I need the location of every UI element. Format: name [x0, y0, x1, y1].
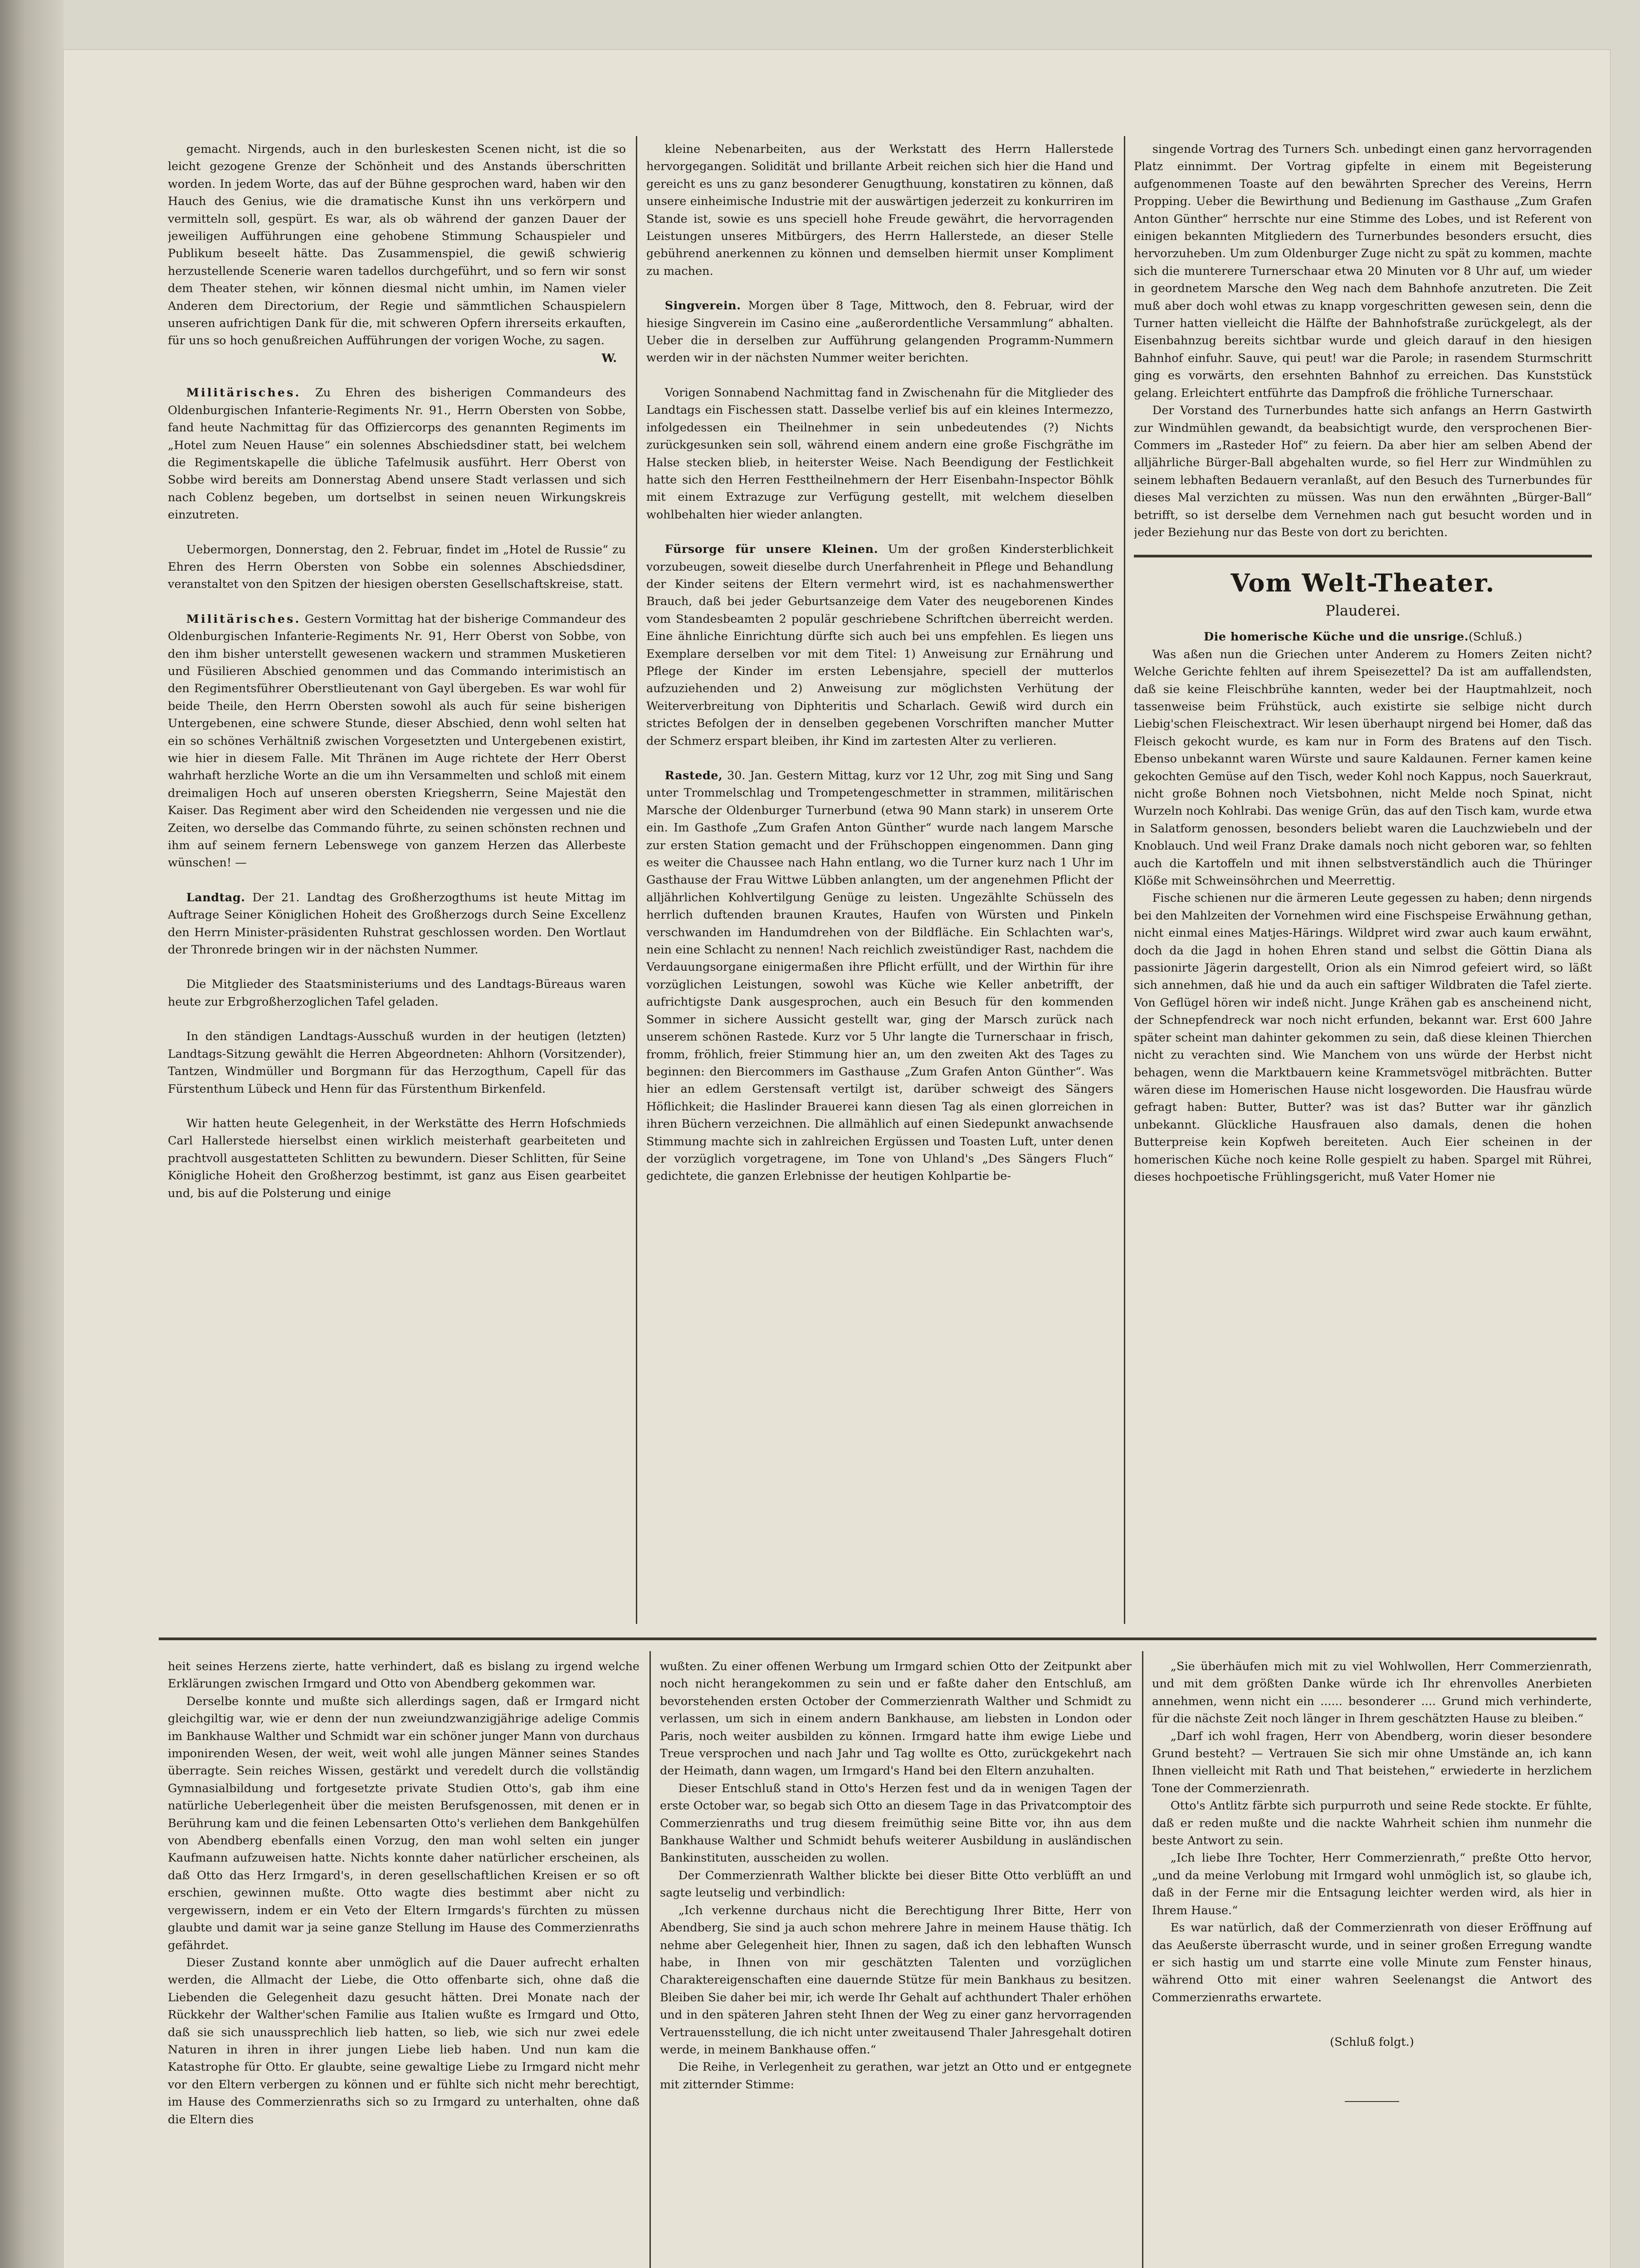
newspaper-page — [63, 50, 1610, 2268]
feuilleton-paragraph-1: Was aßen nun die Griechen unter Anderem zu Homers Zeiten nicht? Welche Gerichte fehlten auf ihrem Speisezettel? Da ist am auffallendsten, daß sie keine Fleischbrühe kannten, weder bei der Hauptmahlzeit, noch tassenweise beim Frühstück, auch existirte sie selbige nicht durch Liebig'schen Fleischextract. Wir lesen überhaupt nirgend bei Homer, daß das Fleisch gekocht wurde, es kam nur in Form des Bratens auf den Tisch. Ebenso unbekannt waren Würste und saure Kaldaunen. Ferner kamen keine gekochten Gemüse auf den Tisch, weder Kohl noch Kappus, noch Sauerkraut, nicht große Bohnen noch Vietsbohnen, nicht Melde noch Spinat, nicht Wurzeln noch Kohlrabi. Das wenige Grün, das auf den Tisch kam, wurde etwa in Salatform genossen, besonders beliebt waren die Lauchzwiebeln und der Knoblauch. Und weil Franz Drake damals noch nicht geboren war, so fehlten auch die Kartoffeln und mit ihnen selbstverständlich auch die Thüringer Klöße mit Schweinsöhrchen und Meerrettig. — [1134, 647, 1592, 888]
article-landtag: Landtag. Der 21. Landtag des Großherzogthums ist heute Mittag im Auftrage Seiner Königlichen Hoheit des Großherzogs durch Seine Excellenz den Herrn Minister-präsidenten Ruhstrat geschlossen worden. Den Wortlaut der Thronrede bringen wir in der nächsten Nummer. — [168, 890, 626, 957]
novel-paragraph-6: Der Commerzienrath Walther blickte bei dieser Bitte Otto verblüfft an und sagte leutselig und verbindlich: — [660, 1868, 1132, 1900]
novel-paragraph-9: „Sie überhäufen mich mit zu viel Wohlwollen, Herr Commerzienrath, und mit dem größten Danke würde ich Ihr ehrenvolles Anerbieten annehmen, wenn nicht ein ...... besonderer .... Grund mich verhinderte, für die nächste Zeit noch länger in Ihrem geschätzten Hause zu bleiben.“ — [1152, 1660, 1592, 1726]
feuilleton-rule — [1134, 555, 1592, 557]
novel-column-2 — [660, 1658, 1132, 2268]
closing-rule — [1345, 2101, 1399, 2102]
section-divider — [159, 1637, 1596, 1640]
article-singverein: Singverein. Morgen über 8 Tage, Mittwoch, den 8. Februar, wird der hiesige Singverein im Casino eine „außerordentliche Versammlung“ abhalten. Ueber die in derselben zur Aufführung gelangenden Programm-Nummern werden wir in der nächsten Nummer weiter berichten. — [646, 299, 1113, 365]
column-rule-1 — [636, 136, 637, 1624]
novel-paragraph-10: „Darf ich wohl fragen, Herr von Abendberg, worin dieser besondere Grund besteht? — Vertrauen Sie sich mir ohne Umstände an, ich kann Ihnen vielleicht mit Rath und That beistehen,“ erwiederte in herzlichem Tone der Commerzienrath. — [1152, 1729, 1592, 1795]
novel-column-1 — [168, 1658, 639, 2268]
novel-paragraph-5: Dieser Entschluß stand in Otto's Herzen fest und da in wenigen Tagen der erste October war, so begab sich Otto an diesem Tage in das Privatcomptoir des Commerzienraths und trug diesem freimüthig seine Bitte vor, ihn aus dem Bankhause Walther und Schmidt behufs weiterer Ausbildung in ausländischen Bankinstituten, ausscheiden zu wollen. — [660, 1781, 1132, 1865]
article-staatsministerium: Die Mitglieder des Staatsministeriums und des Landtags-Büreaus waren heute zur Erbgroßherzoglichen Tafel geladen. — [168, 978, 626, 1009]
novel-rule-1 — [649, 1651, 651, 2268]
novel-paragraph-11: Otto's Antlitz färbte sich purpurroth und seine Rede stockte. Er fühlte, daß er reden mußte und die nackte Wahrheit schien ihm nunmehr die beste Antwort zu sein. — [1152, 1799, 1592, 1848]
article-fuersorge: Fürsorge für unsere Kleinen. Um der großen Kindersterblichkeit vorzubeugen, soweit dieselbe durch Unerfahrenheit in Pflege und Behandlung der Kinder seitens der Eltern vermehrt wird, ist es nachahmenswerther Brauch, daß bei jeder Geburtsanzeige dem Vater des neugeborenen Kindes vom Standesbeamten 2 populär geschriebene Schriftchen überreicht werden. Eine ähnliche Einrichtung dürfte sich auch bei uns empfehlen. Es liegen uns Exemplare derselben vor mit dem Titel: 1) Anweisung zur Ernährung und Pflege der Kinder im ersten Lebensjahre, speciell der mutterlos aufzuziehenden und 2) Anweisung zur möglichsten Verhütung der Weiterverbreitung von Diphteritis und Scharlach. Gewiß wird durch ein strictes Befolgen der in denselben gegebenen Vorschriften mancher Mutter der Schmerz erspart bleiben, ihr Kind im zartesten Alter zu verlieren. — [646, 543, 1113, 748]
article-military-2: Militärisches. Gestern Vormittag hat der bisherige Commandeur des Oldenburgischen Infanterie-Regiments Nr. 91, Herr Oberst von Sobbe, von den ihm bisher unterstellt gewesenen wackern und strammen Musketieren und Füsilieren Abschied genommen und das Commando interimistisch an den Regimentsführer Oberstlieutenant von Gayl übergeben. Es war wohl für beide Theile, den Herrn Obersten sowohl als auch für seine bisherigen Untergebenen, eine schwere Stunde, dieser Abschied, denn wohl selten hat ein so schönes Verhältniß zwischen Vorgesetzten und Untergebenen existirt, wie hier in diesem Falle. Mit Thränen im Auge richtete der Herr Oberst wahrhaft herzliche Worte an die um ihn Versammelten und schloß mit einem dreimaligen Hoch auf unseren obersten Kriegsherrn, Seine Majestät den Kaiser. Das Regiment aber wird den Scheidenden nie vergessen und nie die Zeiten, wo derselbe das Commando führte, zu seinen schönsten rechnen und ihm auf seinem fernern Lebenswege von ganzem Herzen das Allerbeste wünschen! — — [168, 612, 626, 870]
novel-paragraph-12: „Ich liebe Ihre Tochter, Herr Commerzienrath,“ preßte Otto hervor, „und da meine Verlobung mit Irmgard wohl unmöglich ist, so glaube ich, daß in der Ferne mir die Entsagung leichter werden wird, als hier in Ihrem Hause.“ — [1152, 1851, 1592, 1917]
article-ausschuss: In den ständigen Landtags-Ausschuß wurden in der heutigen (letzten) Landtags-Sitzung gewählt die Herren Abgeordneten: Ahlhorn (Vorsitzender), Tantzen, Windmüller und Borgmann für das Herzogthum, Capell für das Fürstenthum Lübeck und Henn für das Fürstenthum Birkenfeld. — [168, 1030, 626, 1096]
article-rastede-continued: singende Vortrag des Turners Sch. unbedingt einen ganz hervorragenden Platz einnimmt. Der Vortrag gipfelte in einem mit Begeisterung aufgenommenen Toaste auf den bewährten Sprecher des Vereins, Herrn Propping. Ueber die Bewirthung und Bedienung im Gasthause „Zum Grafen Anton Günther“ herrschte nur eine Stimme des Lobes, und ist Referent von einigen bekannten Mitgliedern des Turnerbundes besonders ersucht, dies hervorzuheben. Um zum Oldenburger Zuge nicht zu spät zu kommen, machte sich die munterere Turnerschaar etwa 20 Minuten vor 8 Uhr auf, um wieder in geordnetem Marsche den Weg nach dem Bahnhofe anzutreten. Die Zeit muß aber doch wohl etwas zu knapp vorgeschritten gewesen sein, denn die Turner hatten vielleicht die Hälfte der Bahnhofstraße zurückgelegt, als der Eisenbahnzug bereits sichtbar wurde und gleich darauf in den hiesigen Bahnhof einfuhr. Sauve, qui peut! war die Parole; in rasendem Sturmschritt ging es vorwärts, den ersehnten Bahnhof zu erreichen. Das Kunststück gelang. Erleichtert entführte das Dampfroß die fröhliche Turnerschaar. — [1134, 142, 1592, 400]
novel-paragraph-1: heit seines Herzens zierte, hatte verhindert, daß es bislang zu irgend welche Erklärungen zwischen Irmgard und Otto von Abendberg gekommen war. — [168, 1660, 639, 1691]
feuilleton-heading: Die homerische Küche und die unsrige.(Schluß.) — [1204, 630, 1522, 644]
review-signature: W. — [601, 351, 617, 365]
feuilleton-title: Vom Welt-Theater. — [1230, 568, 1495, 598]
headline-rastede: Rastede, — [664, 769, 723, 782]
article-fischessen: Vorigen Sonnabend Nachmittag fand in Zwischenahn für die Mitglieder des Landtags ein Fischessen statt. Dasselbe verlief bis auf ein kleines Intermezzo, infolgedessen ein Theilnehmer in sein unbedeutendes (?) Nichts zurückgesunken sein soll, während einem andern eine große Fischgräthe im Halse stecken blieb, in heiterster Weise. Nach Beendigung der Festlichkeit hatte sich den Herren Festtheilnehmern der Herr Eisenbahn-Inspector Böhlk mit einem Extrazuge zur Verfügung gestellt, mit welchem dieselben wohlbehalten hier wieder anlangten. — [646, 386, 1113, 522]
headline-singverein: Singverein. — [664, 299, 741, 313]
feuilleton-paragraph-2: Fische schienen nur die ärmeren Leute gegessen zu haben; denn nirgends bei den Mahlzeiten der Vornehmen wird eine Fischspeise Erwähnung gethan, nicht einmal eines Matjes-Härings. Wildpret wird zwar auch kaum erwähnt, doch da die Jagd in hohen Ehren stand und selbst die Göttin Diana als passionirte Jägerin dargestellt, Orion als ein Nimrod gefeiert wird, so läßt sich annehmen, daß hie und da auch ein saftiger Wildbraten die Tafel zierte. Von Geflügel hören wir indeß nicht. Junge Krähen gab es anscheinend nicht, der Schnepfendreck war noch nicht erfunden, bekannt war. Erst 600 Jahre später scheint man dahinter gekommen zu sein, daß diese kleinen Thierchen nicht zu verachten sind. Wie Manchem von uns würde der Herbst nicht behagen, wenn die Marktbauern keine Krammetsvögel mitbrächten. Butter wären diese im Homerischen Hause nicht losgeworden. Die Hausfrau würde gefragt haben: Butter, Butter? was ist das? Butter war ihr gänzlich unbekannt. Glückliche Hausfrauen also damals, denen die hohen Butterpreise kein Kopfweh bereiteten. Auch Eier scheinen in der homerischen Küche noch keine Rolle gespielt zu haben. Spargel mit Rührei, dieses hochpoetische Frühlingsgericht, muß Vater Homer nie — [1134, 891, 1592, 1184]
novel-column-3 — [1152, 1658, 1592, 2268]
novel-paragraph-8: Die Reihe, in Verlegenheit zu gerathen, war jetzt an Otto und er entgegnete mit zitternder Stimme: — [660, 2060, 1132, 2092]
headline-landtag: Landtag. — [186, 890, 245, 904]
book-binding — [0, 0, 63, 2268]
article-military-1: Militärisches. Zu Ehren des bisherigen Commandeurs des Oldenburgischen Infanterie-Regiments Nr. 91., Herrn Obersten von Sobbe, fand heute Nachmittag für das Offiziercorps des genannten Regiments im „Hotel zum Neuen Hause“ ein solennes Abschiedsdiner statt, bei welchem die Regimentskapelle die übliche Tafelmusik ausführt. Herr Oberst von Sobbe wird bereits am Donnerstag Abend unsere Stadt verlassen und sich nach Coblenz begeben, um dortselbst in seinen neuen Wirkungskreis einzutreten. — [168, 386, 626, 522]
novel-paragraph-3: Dieser Zustand konnte aber unmöglich auf die Dauer aufrecht erhalten werden, die Allmacht der Liebe, die Otto offenbarte sich, ohne daß die Liebenden die Gelegenheit dazu gesucht hätten. Drei Monate nach der Rückkehr der Walther'schen Familie aus Italien wußte es Irmgard und Otto, daß sie sich unaussprechlich lieb hatten, so lieb, wie sich nur zwei edele Naturen in ihren in ihrer jungen Liebe lieb haben. Und nun kam die Katastrophe für Otto. Er glaubte, seine gewaltige Liebe zu Irmgard nicht mehr vor den Eltern verbergen zu können und er fühlte sich nicht mehr berechtigt, im Hause des Commerzienraths sich so zu Irmgard zu unterhalten, ohne daß die Eltern dies — [168, 1955, 639, 2126]
headline-fuersorge: Fürsorge für unsere Kleinen. — [664, 543, 879, 557]
column-2 — [646, 141, 1113, 1610]
continuation-note: (Schluß folgt.) — [1330, 2035, 1414, 2049]
column-1 — [168, 141, 626, 1610]
column-rule-2 — [1124, 136, 1125, 1624]
article-rastede: Rastede, 30. Jan. Gestern Mittag, kurz vor 12 Uhr, zog mit Sing und Sang unter Trommelschlag und Trompetengeschmetter in strammen, militärischen Marsche der Oldenburger Turnerbund (etwa 90 Mann stark) in unserem Orte ein. Im Gasthofe „Zum Grafen Anton Günther“ wurde nach langem Marsche zur ersten Station gemacht und der Frühschoppen eingenommen. Dann ging es weiter die Chaussee nach Hahn entlang, wo die Turner kurz nach 1 Uhr im Gasthause der Frau Wittwe Lübben anlangten, um der angenehmen Pflicht der alljährlichen Kohlvertilgung Genüge zu leisten. Ungezählte Schüsseln des herrlich duftenden braunen Krautes, Haufen von Würsten und Pinkeln verschwanden im Handumdrehen von der Bildfläche. Ein Schlachten war's, nein eine Schlacht zu nennen! Nach reichlich zweistündiger Rast, nachdem die Verdauungsorgane einigermaßen ihre Pflicht erfüllt, und der Wirthin für ihre vorzüglichen Leistungen, sowohl was Küche wie Keller anbetrifft, der aufrichtigste Dank ausgesprochen, auch ein Besuch für den kommenden Sommer in sichere Aussicht gestellt war, ging der Marsch zurück nach unserem schönen Rastede. Kurz vor 5 Uhr langte die Turnerschaar in frisch, fromm, fröhlich, freier Stimmung hier an, um den zweiten Akt des Tages zu beginnen: den Biercommers im Gasthause „Zum Grafen Anton Günther“. Was hier an edlem Gerstensaft vertilgt ist, darüber schweigt des Sängers Höflichkeit; die Haslinder Brauerei kann diesen Tag als einen glorreichen in ihren Büchern verzeichnen. Die allmählich auf einen Siedepunkt anwachsende Stimmung machte sich in zahlreichen Ergüssen und Toasten Luft, unter denen der vorzüglich vorgetragene, im Tone von Uhland's „Des Sängers Fluch“ gedichtete, die ganzen Erlebnisse der heutigen Kohlpartie be- — [646, 769, 1113, 1183]
feuilleton-subtitle: Plauderei. — [1325, 602, 1401, 620]
novel-paragraph-7: „Ich verkenne durchaus nicht die Berechtigung Ihrer Bitte, Herr von Abendberg, Sie sind ja auch schon mehrere Jahre in meinem Hause thätig. Ich nehme aber Gelegenheit hier, Ihnen zu sagen, daß ich den lebhaften Wunsch habe, in Ihnen von mir geschätzten Talenten und vorzüglichen Charaktereigenschaften eine dauernde Stütze für mein Bankhaus zu besitzen. Bleiben Sie daher bei mir, ich werde Ihr Gehalt auf achthundert Thaler erhöhen und in den späteren Jahren steht Ihnen der Weg zu einer ganz hervorragenden Vertrauensstellung, die ich nicht unter zweitausend Thaler Jahresgehalt dotiren werde, in meinem Bankhause offen.“ — [660, 1903, 1132, 2057]
article-buerger-ball: Der Vorstand des Turnerbundes hatte sich anfangs an Herrn Gastwirth zur Windmühlen gewandt, da beabsichtigt wurde, den versprochenen Bier-Commers im „Rasteder Hof“ zu feiern. Da aber hier am selben Abend der alljährliche Bürger-Ball abgehalten wurde, so fiel Herr zur Windmühlen zu seinem lebhaften Bedauern veranlaßt, auf den Besuch des Turnerbundes für dieses Mal verzichten zu müssen. Was nun den erwähnten „Bürger-Ball“ betrifft, so ist derselbe dem Vernehmen nach gut besucht worden und in jeder Beziehung nur das Beste von dort zu berichten. — [1134, 404, 1592, 539]
novel-paragraph-2: Derselbe konnte und mußte sich allerdings sagen, daß er Irmgard nicht gleichgiltig war, wie er denn der nun zweiundzwanzigjährige adelige Commis im Bankhause Walther und Schmidt war ein schöner junger Mann von durchaus imponirenden Wesen, der weit, weit wohl alle jungen Männer seines Standes überragte. Sein reiches Wissen, gestärkt und veredelt durch die vollständig Gymnasialbildung und fortgesetzte private Studien Otto's, gab ihm eine natürliche Ueberlegenheit über die meisten Berufsgenossen, mit denen er in Berührung kam und die feinen Lebensarten Otto's verliehen dem Bankgehülfen von Abendberg ebenfalls einen Vorzug, den man wohl selten ein junger Kaufmann aufzuweisen hatte. Nichts konnte daher natürlicher erscheinen, als daß Otto das Herz Irmgard's, in deren gesellschaftlichen Kreisen er so oft erschien, gewinnen mußte. Otto wagte dies bestimmt aber nicht zu vergewissern, indem er ein Veto der Eltern Irmgards's fürchten zu müssen glaubte und damit war ja seine ganze Stellung im Hause des Commerzienraths gefährdet. — [168, 1694, 639, 1952]
article-schlitten: Wir hatten heute Gelegenheit, in der Werkstätte des Herrn Hofschmieds Carl Hallerstede hierselbst einen wirklich meisterhaft gearbeiteten und prachtvoll ausgestatteten Schlitten zu bewundern. Dieser Schlitten, für Seine Königliche Hoheit den Großherzog bestimmt, ist ganz aus Eisen gearbeitet und, bis auf die Polsterung und einige — [168, 1116, 626, 1200]
headline-military-1: Militärisches. — [186, 386, 301, 400]
theater-review: gemacht. Nirgends, auch in den burleskesten Scenen nicht, ist die so leicht gezogene Grenze der Schönheit und des Anstands überschritten worden. In jedem Worte, das auf der Bühne gesprochen ward, haben wir den Hauch des Genius, wie die dramatische Kunst ihn uns verkörpern und vermitteln soll, gespürt. Es war, als ob während der ganzen Dauer der jeweiligen Aufführungen eine gehobene Stimmung Schauspieler und Publikum beseelt hätte. Das Zusammenspiel, die gewiß schwierig herzustellende Scenerie waren tadellos durchgeführt, und so fern wir sonst dem Theater stehen, wir können diesmal nicht umhin, im Namen vieler Anderen dem Directorium, der Regie und sämmtlichen Schauspielern unseren aufrichtigen Dank für die, mit schweren Opfern ihrerseits erkauften, für uns so hoch genußreichen Aufführungen der vorigen Woche, zu sagen. — [168, 142, 626, 348]
article-farewell-dinner: Uebermorgen, Donnerstag, den 2. Februar, findet im „Hotel de Russie“ zu Ehren des Herrn Obersten von Sobbe ein solennes Abschiedsdiner, veranstaltet von den Spitzen der hiesigen obersten Gesellschaftskreise, statt. — [168, 543, 626, 591]
novel-rule-2 — [1142, 1651, 1143, 2268]
headline-military-2: Militärisches. — [186, 612, 301, 626]
novel-paragraph-13: Es war natürlich, daß der Commerzienrath von dieser Eröffnung auf das Aeußerste überrascht wurde, und in seiner großen Erregung wandte er sich hastig um und starrte eine volle Minute zum Fenster hinaus, während Otto mit einer wahren Seelenangst die Antwort des Commerzienraths erwartete. — [1152, 1921, 1592, 2004]
column-3 — [1134, 141, 1592, 1610]
article-hallerstede: kleine Nebenarbeiten, aus der Werkstatt des Herrn Hallerstede hervorgegangen. Solidität und brillante Arbeit reichen sich hier die Hand und gereicht es uns zu ganz besonderer Genugthuung, konstatiren zu können, daß unsere einheimische Industrie mit der auswärtigen jederzeit zu konkurriren im Stande ist, sowie es uns speciell hohe Freude gewährt, die hervorragenden Leistungen unseres Mitbürgers, des Herrn Hallerstede, an dieser Stelle gebührend anerkennen zu können und demselben hiermit unser Kompliment zu machen. — [646, 142, 1113, 278]
novel-paragraph-4: wußten. Zu einer offenen Werbung um Irmgard schien Otto der Zeitpunkt aber noch nicht herangekommen zu sein und er faßte daher den Entschluß, am bevorstehenden ersten October der Commerzienrath Walther und Schmidt zu verlassen, um sich in einem andern Bankhause, am liebsten in London oder Paris, noch weiter ausbilden zu können. Irmgard hatte ihm ewige Liebe und Treue versprochen und nach Jahr und Tag wollte es Otto, zurückgekehrt nach der Heimath, dann wagen, um Irmgard's Hand bei den Eltern anzuhalten. — [660, 1660, 1132, 1778]
